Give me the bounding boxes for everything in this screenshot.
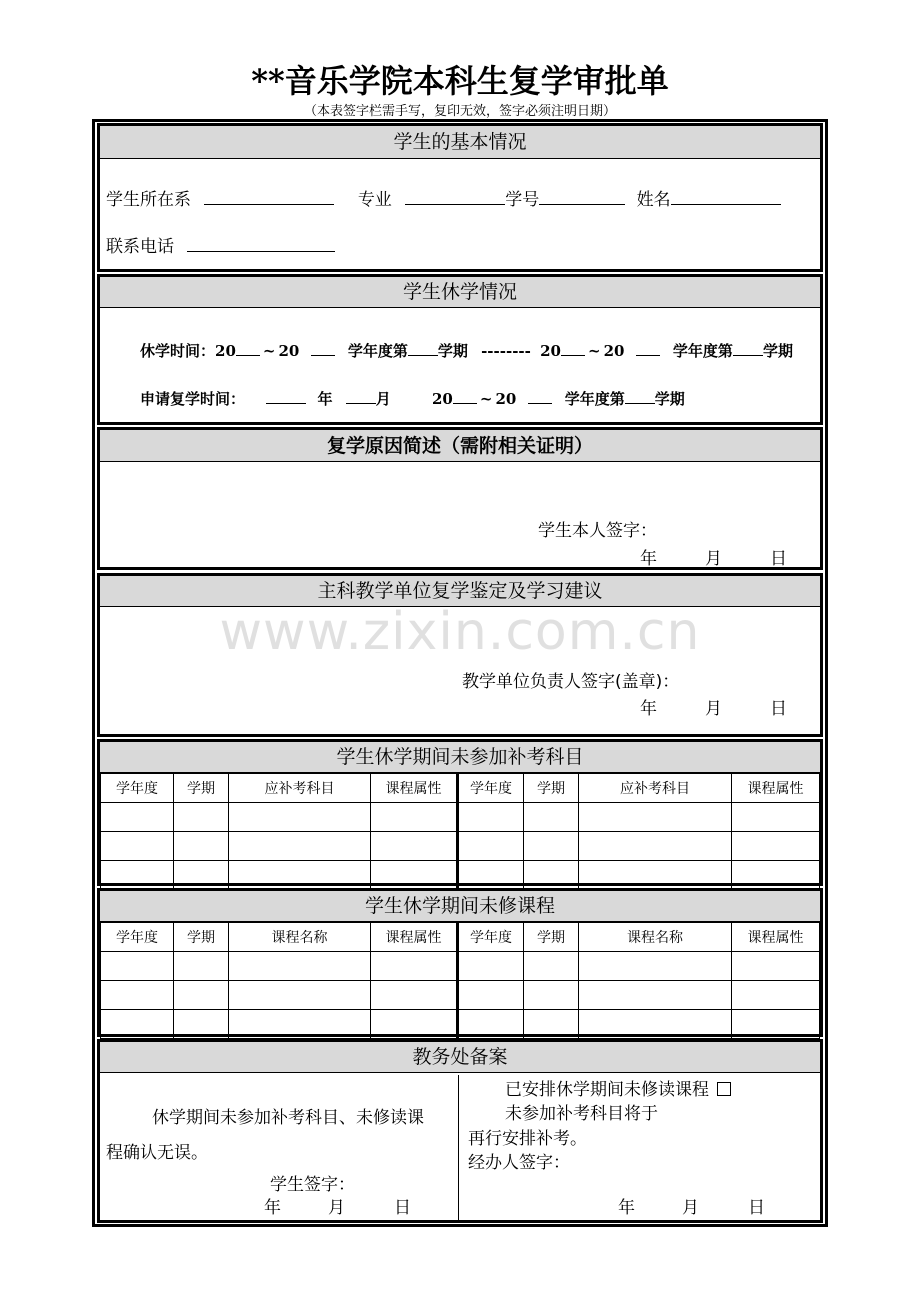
missed-courses-table — [100, 922, 820, 1039]
table-cell[interactable] — [524, 952, 579, 981]
term-label: 学期 — [437, 342, 468, 360]
term-label: 学期 — [762, 342, 793, 360]
office-right-date-year: 年 — [618, 1198, 635, 1218]
section-basic-info — [97, 123, 823, 272]
table-cell[interactable] — [371, 952, 458, 981]
office-left-date-month: 月 — [328, 1198, 345, 1218]
office-right-line-3: 再行安排补考。 — [468, 1129, 587, 1149]
column-header: 学年度 — [458, 774, 524, 803]
table-cell[interactable] — [579, 952, 732, 981]
table-cell[interactable] — [579, 861, 732, 890]
office-left-date-year: 年 — [264, 1198, 281, 1218]
office-student-sign-label: 学生签字： — [270, 1175, 355, 1195]
section-heading: 教务处备案 — [100, 1042, 820, 1073]
resume-end-year-field[interactable] — [528, 388, 552, 404]
table-cell[interactable] — [174, 832, 229, 861]
office-left-line-1: 休学期间未参加补考科目、未修读课 — [152, 1108, 424, 1128]
table-cell[interactable] — [458, 981, 524, 1010]
table-header-row — [101, 774, 820, 803]
table-cell[interactable] — [229, 861, 371, 890]
office-right-date-month: 月 — [682, 1198, 699, 1218]
year-prefix: 20 — [603, 342, 625, 360]
table-cell[interactable] — [371, 832, 458, 861]
year-term-label: 学年度第 — [564, 390, 625, 408]
start-year-field[interactable] — [236, 340, 260, 356]
year-prefix: 20 — [495, 390, 517, 408]
table-cell[interactable] — [371, 861, 458, 890]
dept-label: 学生所在系 — [106, 190, 191, 210]
resume-start-year-field[interactable] — [453, 388, 477, 404]
suspension-time-label: 休学时间： — [140, 342, 216, 360]
table-cell[interactable] — [229, 1010, 371, 1039]
id-label: 学号 — [505, 190, 540, 210]
term-field[interactable] — [408, 340, 438, 356]
year-term-label: 学年度第 — [672, 342, 733, 360]
year-prefix: 20 — [431, 390, 453, 408]
makeup-exams-table — [100, 773, 820, 890]
table-cell[interactable] — [458, 832, 524, 861]
reason-date-month: 月 — [705, 549, 722, 569]
table-cell[interactable] — [229, 981, 371, 1010]
major-field[interactable] — [405, 187, 505, 205]
column-header: 应补考科目 — [229, 774, 371, 803]
table-cell[interactable] — [174, 1010, 229, 1039]
table-cell[interactable] — [524, 981, 579, 1010]
table-cell[interactable] — [732, 952, 820, 981]
start-year-field-2[interactable] — [561, 340, 585, 356]
term-field-2[interactable] — [733, 340, 763, 356]
end-year-field-2[interactable] — [636, 340, 660, 356]
appraisal-date-year: 年 — [640, 699, 657, 719]
table-cell[interactable] — [174, 952, 229, 981]
end-year-field[interactable] — [311, 340, 335, 356]
arranged-courses-label: 已安排休学期间未修读课程 — [505, 1080, 709, 1100]
table-cell[interactable] — [229, 952, 371, 981]
section-suspension — [97, 274, 823, 425]
resume-time-label: 申请复学时间： — [140, 390, 246, 408]
resume-term-field[interactable] — [625, 388, 655, 404]
column-header: 学期 — [174, 923, 229, 952]
table-cell[interactable] — [732, 1010, 820, 1039]
table-cell[interactable] — [732, 981, 820, 1010]
table-cell[interactable] — [458, 1010, 524, 1039]
section-heading: 学生休学期间未修课程 — [100, 891, 820, 922]
table-cell[interactable] — [579, 832, 732, 861]
table-header-row — [101, 923, 820, 952]
table-cell[interactable] — [101, 1010, 174, 1039]
column-header: 课程属性 — [732, 774, 820, 803]
student-id-field[interactable] — [539, 187, 625, 205]
table-cell[interactable] — [371, 981, 458, 1010]
table-cell[interactable] — [101, 832, 174, 861]
table-cell[interactable] — [524, 832, 579, 861]
table-cell[interactable] — [732, 832, 820, 861]
column-header: 课程属性 — [732, 923, 820, 952]
column-header: 学年度 — [101, 923, 174, 952]
office-right-date-day: 日 — [748, 1198, 765, 1218]
year-prefix: 20 — [540, 342, 561, 360]
term-label: 学期 — [654, 390, 685, 408]
table-cell[interactable] — [174, 803, 229, 832]
table-cell[interactable] — [524, 861, 579, 890]
office-handler-sign-label: 经办人签字： — [468, 1153, 570, 1173]
column-header: 学期 — [524, 923, 579, 952]
section-missed-courses — [97, 888, 823, 1037]
table-cell[interactable] — [174, 861, 229, 890]
year-prefix: 20 — [278, 342, 300, 360]
office-left-date-day: 日 — [394, 1198, 411, 1218]
table-row — [101, 952, 820, 981]
year-prefix: 20 — [215, 342, 236, 360]
year-term-label: 学年度第 — [347, 342, 408, 360]
column-header: 课程名称 — [579, 923, 732, 952]
name-label: 姓名 — [636, 190, 671, 210]
table-cell[interactable] — [371, 803, 458, 832]
range-dash: -------- — [481, 342, 531, 360]
year-label: 年 — [317, 390, 333, 408]
basic-row-2 — [106, 232, 335, 257]
column-header: 学年度 — [101, 774, 174, 803]
office-right-line-1 — [505, 1075, 731, 1100]
appraisal-sign-label: 教学单位负责人签字(盖章)： — [462, 672, 680, 692]
table-cell[interactable] — [101, 861, 174, 890]
table-cell[interactable] — [101, 803, 174, 832]
watermark: www.zixin.com.cn — [219, 602, 701, 662]
column-header: 课程属性 — [371, 923, 458, 952]
section-reason — [97, 427, 823, 570]
table-cell[interactable] — [458, 803, 524, 832]
phone-label: 联系电话 — [106, 237, 174, 257]
column-header: 学期 — [174, 774, 229, 803]
resume-month-field[interactable] — [346, 388, 376, 404]
section-heading: 学生休学期间未参加补考科目 — [100, 742, 820, 773]
table-cell[interactable] — [579, 981, 732, 1010]
reason-date-day: 日 — [770, 549, 787, 569]
column-header: 课程名称 — [229, 923, 371, 952]
arranged-courses-checkbox[interactable] — [717, 1082, 731, 1096]
section-heading: 学生的基本情况 — [100, 126, 820, 159]
table-cell[interactable] — [458, 861, 524, 890]
table-row — [101, 803, 820, 832]
basic-row-1 — [106, 185, 781, 210]
appraisal-date-month: 月 — [705, 699, 722, 719]
page-subtitle: （本表签字栏需手写，复印无效，签字必须注明日期） — [303, 104, 616, 119]
column-header: 课程属性 — [371, 774, 458, 803]
column-divider — [458, 1075, 459, 1220]
name-field[interactable] — [671, 187, 781, 205]
resume-time-row — [140, 388, 685, 409]
section-office-record — [97, 1039, 823, 1223]
table-cell[interactable] — [579, 803, 732, 832]
table-cell[interactable] — [732, 861, 820, 890]
table-cell[interactable] — [371, 1010, 458, 1039]
phone-field[interactable] — [187, 234, 335, 252]
column-header: 学期 — [524, 774, 579, 803]
tilde: ~ — [262, 342, 276, 360]
tilde: ~ — [588, 342, 601, 360]
office-left-line-2: 程确认无误。 — [106, 1143, 208, 1163]
resume-year-field[interactable] — [266, 388, 306, 404]
table-cell[interactable] — [229, 832, 371, 861]
section-makeup-exams — [97, 739, 823, 886]
table-cell[interactable] — [579, 1010, 732, 1039]
reason-sign-label: 学生本人签字： — [538, 521, 657, 541]
section-heading: 主科教学单位复学鉴定及学习建议 — [100, 576, 820, 607]
table-cell[interactable] — [101, 981, 174, 1010]
suspension-time-row — [140, 340, 793, 361]
column-header: 应补考科目 — [579, 774, 732, 803]
table-cell[interactable] — [101, 952, 174, 981]
table-row — [101, 832, 820, 861]
table-row — [101, 1010, 820, 1039]
table-cell[interactable] — [174, 981, 229, 1010]
table-cell[interactable] — [524, 803, 579, 832]
table-row — [101, 861, 820, 890]
office-right-line-2: 未参加补考科目将于 — [505, 1104, 658, 1124]
table-row — [101, 981, 820, 1010]
table-cell[interactable] — [458, 952, 524, 981]
column-header: 学年度 — [458, 923, 524, 952]
dept-field[interactable] — [204, 187, 334, 205]
month-label: 月 — [375, 390, 391, 408]
tilde: ~ — [479, 390, 493, 408]
reason-date-year: 年 — [640, 549, 657, 569]
table-cell[interactable] — [732, 803, 820, 832]
page-title: **音乐学院本科生复学审批单 — [251, 62, 669, 100]
appraisal-date-day: 日 — [770, 699, 787, 719]
major-label: 专业 — [357, 190, 392, 210]
section-heading: 复学原因简述（需附相关证明） — [100, 430, 820, 462]
table-cell[interactable] — [229, 803, 371, 832]
section-heading: 学生休学情况 — [100, 277, 820, 308]
table-cell[interactable] — [524, 1010, 579, 1039]
